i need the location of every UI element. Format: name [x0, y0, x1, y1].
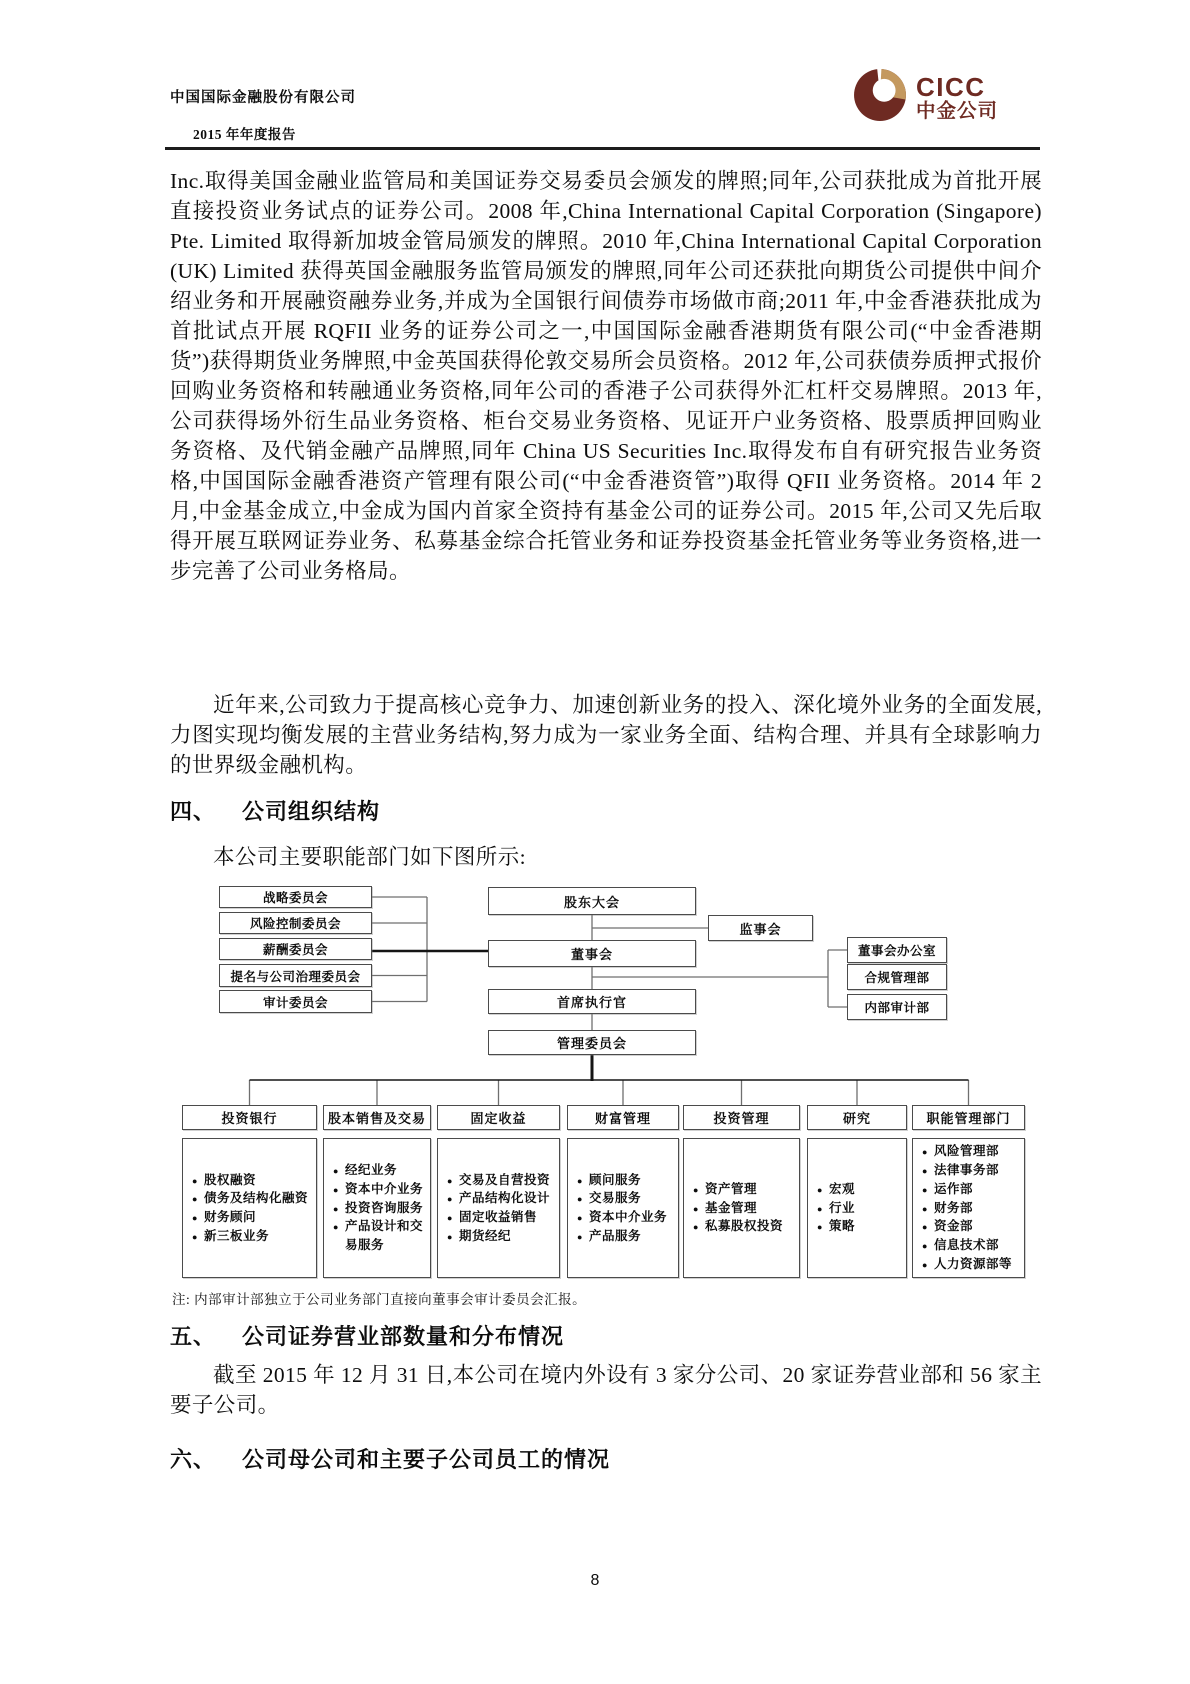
list-item: ● 资本中介业务	[577, 1210, 667, 1224]
bullet-icon: ●	[333, 1166, 339, 1177]
list-item: ● 固定收益销售	[447, 1210, 537, 1224]
org-box-risk-control-committee: 风险控制委员会	[219, 912, 372, 934]
bullet-icon: ●	[333, 1203, 339, 1214]
section-number: 六、	[170, 1447, 217, 1472]
org-dept-wealth-management: 财富管理	[567, 1105, 679, 1130]
org-dept-list-fixed-income	[437, 1138, 560, 1278]
org-dept-list-investment-management	[683, 1138, 800, 1278]
bullet-icon: ●	[922, 1222, 928, 1233]
bullet-icon: ●	[447, 1231, 453, 1242]
section-heading-5	[170, 1320, 564, 1351]
bullet-icon: ●	[577, 1175, 583, 1186]
org-chart-intro: 本公司主要职能部门如下图所示:	[213, 845, 526, 869]
list-item: ● 股权融资	[192, 1172, 256, 1187]
bullet-icon: ●	[192, 1213, 198, 1223]
list-item: ● 产品结构化设计	[447, 1191, 550, 1206]
org-box-strategy-committee: 战略委员会	[219, 886, 372, 908]
org-dept-list-equity-sales-trading	[323, 1138, 431, 1278]
list-item: ● 财务部	[922, 1200, 973, 1215]
list-item: ● 风险管理部	[922, 1144, 999, 1159]
bullet-icon: ●	[333, 1184, 339, 1195]
org-dept-list-research	[807, 1138, 907, 1278]
list-item: ● 交易及自营投资	[447, 1172, 550, 1187]
list-item: ● 宏观	[817, 1181, 855, 1196]
org-dept-functional-management: 职能管理部门	[912, 1105, 1025, 1130]
cicc-logo-icon	[853, 68, 907, 127]
company-name: 中国国际金融股份有限公司	[170, 90, 356, 106]
org-box-board-office: 董事会办公室	[847, 937, 947, 963]
org-box-management-committee: 管理委员会	[488, 1030, 696, 1055]
list-item: ● 顾问服务	[577, 1172, 641, 1187]
list-item: ● 产品服务	[577, 1228, 641, 1243]
section-title: 公司证券营业部数量和分布情况	[242, 1324, 565, 1349]
bullet-icon: ●	[922, 1184, 928, 1195]
list-item: ● 法律事务部	[922, 1163, 999, 1178]
paragraph-branches: 截至 2015 年 12 月 31 日,本公司在境内外设有 3 家分公司、20 家证券营业部和 56 家主要子公司。	[170, 1363, 1042, 1417]
list-item: ● 资金部	[922, 1219, 973, 1234]
org-dept-investment-banking: 投资银行	[182, 1105, 317, 1130]
section-number: 四、	[170, 799, 217, 824]
org-dept-list-wealth-management	[567, 1138, 679, 1278]
bullet-icon: ●	[693, 1222, 699, 1233]
bullet-icon: ●	[693, 1184, 699, 1195]
org-box-nomination-governance-committee: 提名与公司治理委员会	[219, 964, 372, 987]
paragraph-history-1: Inc.取得美国金融业监管局和美国证券交易委员会颁发的牌照;同年,公司获批成为首批开展直接投资业务试点的证券公司。2008 年,China International Capital Corporation (Singapore) Pte. Limited 取得新加坡金管局颁发的牌照。2010 年,China International Capital Corporation (UK) Limited 获得英国金融服务监管局颁发的牌照,同年公司还获批向期货公司提供中间介绍业务和开展融资融券业务,并成为全国银行间债券市场做市商;2011 年,中金香港获批成为首批试点开展 RQFII 业务的证券公司之一,中国国际金融香港期货有限公司(“中金香港期货”)获得期货业务牌照,中金英国获得伦敦交易所会员资格。2012 年,公司获债券质押式报价回购业务资格和转融通业务资格,同年公司的香港子公司获得外汇杠杆交易牌照。2013 年,公司获得场外衍生品业务资格、柜台交易业务资格、见证开户业务资格、股票质押回购业务资格、及代销金融产品牌照,同年 China US Securities Inc.取得发布自有研究报告业务资格,中国国际金融香港资产管理有限公司(“中金香港资管”)取得 QFII 业务资格。2014 年 2 月,中金基金成立,中金成为国内首家全资持有基金公司的证券公司。2015 年,公司又先后取得开展互联网证券业务、私募基金综合托管业务和证券投资基金托管业务等业务资格,进一步完善了公司业务格局。	[170, 169, 1042, 583]
bullet-icon: ●	[577, 1194, 583, 1205]
org-box-shareholders-meeting: 股东大会	[488, 887, 696, 915]
bullet-icon: ●	[192, 1194, 198, 1205]
header-rule	[165, 147, 1040, 150]
report-title: 2015 年年度报告	[193, 127, 296, 142]
bullet-icon: ●	[447, 1194, 453, 1205]
section-heading-4	[170, 795, 380, 826]
bullet-icon: ●	[192, 1175, 198, 1186]
list-item: ● 运作部	[922, 1181, 973, 1196]
bullet-icon: ●	[922, 1166, 928, 1177]
list-item: ● 新三板业务	[192, 1228, 269, 1243]
list-item: ● 投资咨询服务	[333, 1200, 423, 1215]
bullet-icon: ●	[577, 1231, 583, 1242]
section-title: 公司母公司和主要子公司员工的情况	[242, 1447, 611, 1472]
bullet-icon: ●	[192, 1231, 198, 1242]
list-item: ● 资产管理	[693, 1181, 757, 1196]
org-dept-fixed-income: 固定收益	[437, 1105, 560, 1130]
org-chart-footnote: 注: 内部审计部独立于公司业务部门直接向董事会审计委员会汇报。	[172, 1292, 587, 1307]
list-item: ● 信息技术部	[922, 1238, 999, 1253]
org-box-compensation-committee: 薪酬委员会	[219, 938, 372, 960]
org-dept-list-investment-banking	[182, 1138, 317, 1278]
org-box-audit-committee: 审计委员会	[219, 990, 372, 1013]
list-item: ● 财务顾问	[192, 1210, 256, 1224]
logo-chinese-text: 中金公司	[916, 99, 999, 122]
bullet-icon: ●	[577, 1213, 583, 1223]
list-item: ● 人力资源部等	[922, 1256, 1012, 1271]
logo-latin-text: CICC	[916, 71, 986, 102]
cicc-logo	[853, 68, 998, 127]
list-item: ● 策略	[817, 1219, 855, 1234]
list-item: ● 产品设计和交易服务	[333, 1219, 423, 1253]
list-item: ● 行业	[817, 1200, 855, 1215]
bullet-icon: ●	[693, 1203, 699, 1214]
list-item: ● 交易服务	[577, 1191, 641, 1206]
bullet-icon: ●	[817, 1203, 823, 1214]
bullet-icon: ●	[817, 1222, 823, 1233]
org-box-supervisory-board: 监事会	[708, 915, 813, 941]
page-number: 8	[590, 1572, 600, 1589]
org-chart	[170, 885, 1040, 1285]
section-heading-6	[170, 1443, 610, 1474]
org-box-internal-audit-dept: 内部审计部	[847, 994, 947, 1020]
bullet-icon: ●	[922, 1241, 928, 1252]
list-item: ● 基金管理	[693, 1200, 757, 1215]
paragraph-history-2: 近年来,公司致力于提高核心竞争力、加速创新业务的投入、深化境外业务的全面发展,力图实现均衡发展的主营业务结构,努力成为一家业务全面、结构合理、并具有全球影响力的世界级金融机构。	[170, 693, 1042, 777]
list-item: ● 债务及结构化融资	[192, 1191, 308, 1206]
bullet-icon: ●	[922, 1203, 928, 1214]
section-title: 公司组织结构	[242, 799, 381, 824]
org-box-board-of-directors: 董事会	[488, 940, 696, 967]
org-dept-list-functional-management	[912, 1138, 1025, 1278]
org-dept-investment-management: 投资管理	[683, 1105, 800, 1130]
org-box-ceo: 首席执行官	[488, 989, 696, 1014]
org-box-compliance-dept: 合规管理部	[847, 964, 947, 990]
bullet-icon: ●	[447, 1175, 453, 1186]
list-item: ● 私募股权投资	[693, 1219, 783, 1234]
list-item: ● 期货经纪	[447, 1228, 511, 1243]
logo-text	[916, 71, 999, 122]
org-dept-research: 研究	[807, 1105, 907, 1130]
list-item: ● 资本中介业务	[333, 1181, 423, 1196]
org-dept-equity-sales-trading: 股本销售及交易	[323, 1105, 431, 1130]
bullet-icon: ●	[922, 1147, 928, 1158]
bullet-icon: ●	[447, 1213, 453, 1223]
list-item: ● 经纪业务	[333, 1163, 397, 1178]
bullet-icon: ●	[333, 1222, 339, 1233]
bullet-icon: ●	[922, 1259, 928, 1270]
bullet-icon: ●	[817, 1184, 823, 1195]
section-number: 五、	[170, 1324, 217, 1349]
